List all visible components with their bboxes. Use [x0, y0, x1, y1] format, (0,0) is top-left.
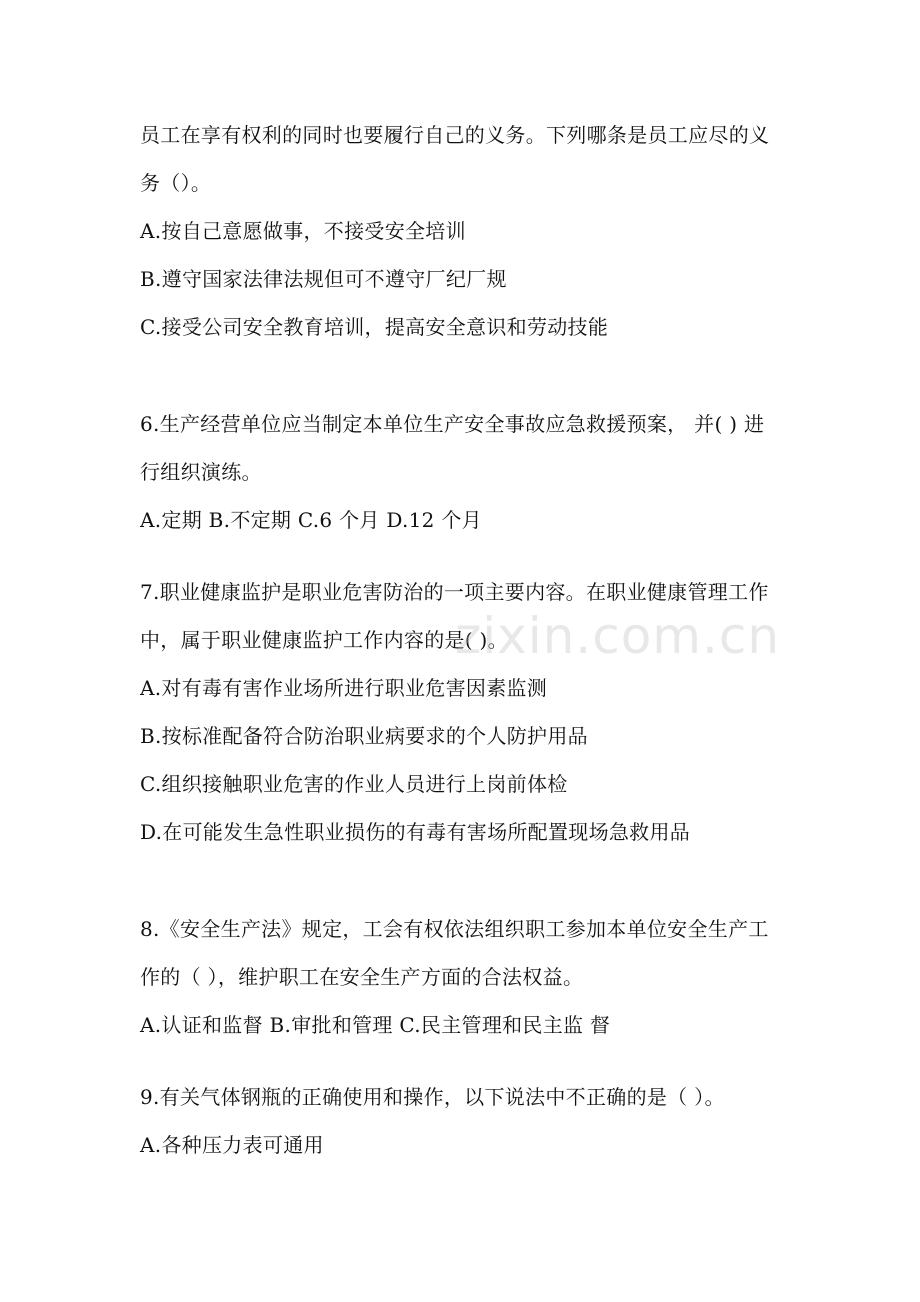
question-7-option-c: C.组织接触职业危害的作业人员进行上岗前体检	[140, 772, 568, 796]
question-7-option-b: B.按标准配备符合防治职业病要求的个人防护用品	[140, 724, 588, 748]
question-5-option-b: B.遵守国家法律法规但可不遵守厂纪厂规	[140, 267, 507, 291]
watermark: zixin.com.cn	[455, 607, 781, 665]
question-7-stem-line-2: 中，属于职业健康监护工作内容的是( )。	[140, 628, 508, 652]
question-9-option-a: A.各种压力表可通用	[140, 1133, 324, 1157]
question-8-options: A.认证和监督 B.审批和管理 C.民主管理和民主监 督	[140, 1013, 611, 1037]
question-7-stem-line-1: 7.职业健康监护是职业危害防治的一项主要内容。在职业健康管理工作	[140, 580, 769, 604]
question-7-option-a: A.对有毒有害作业场所进行职业危害因素监测	[140, 676, 548, 700]
question-5-option-a: A.按自己意愿做事，不接受安全培训	[140, 219, 466, 243]
question-7-option-d: D.在可能发生急性职业损伤的有毒有害场所配置现场急救用品	[140, 820, 691, 844]
question-9-stem: 9.有关气体钢瓶的正确使用和操作，以下说法中不正确的是（ ）。	[140, 1085, 725, 1109]
question-6-stem-line-2: 行组织演练。	[140, 460, 262, 484]
question-5-option-c: C.接受公司安全教育培训，提高安全意识和劳动技能	[140, 315, 609, 339]
question-5-stem-line-2: 务（）。	[140, 171, 212, 195]
question-8-stem-line-2: 作的（ ），维护职工在安全生产方面的合法权益。	[140, 965, 584, 989]
question-6-options: A.定期 B.不定期 C.6 个月 D.12 个月	[140, 508, 482, 532]
question-8-stem-line-1: 8.《安全生产法》规定，工会有权依法组织职工参加本单位安全生产工	[140, 917, 769, 941]
question-5-stem-line-1: 员工在享有权利的同时也要履行自己的义务。下列哪条是员工应尽的义	[140, 123, 770, 147]
question-6-stem-line-1: 6.生产经营单位应当制定本单位生产安全事故应急救援预案， 并( ) 进	[140, 412, 765, 436]
